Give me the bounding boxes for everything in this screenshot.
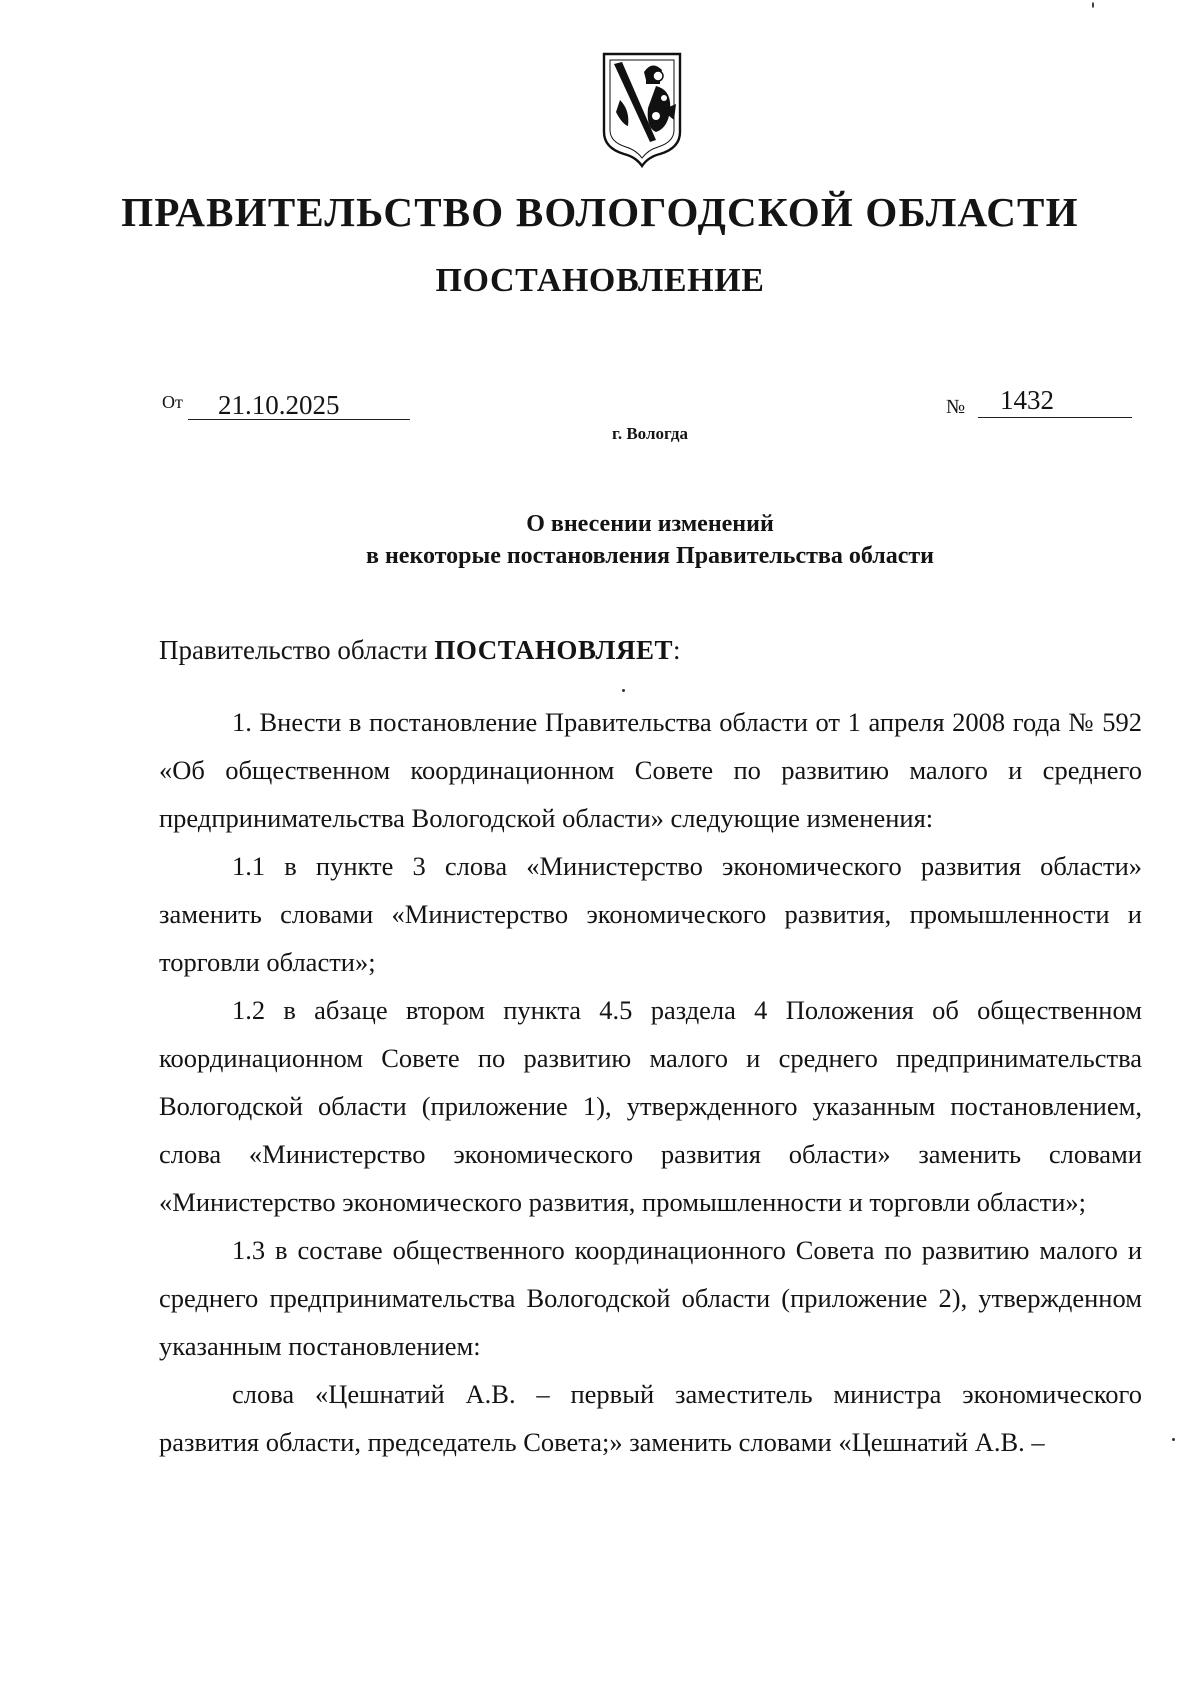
subject-line-2: в некоторые постановления Правительства области [366, 543, 934, 569]
document-number: 1432 [978, 388, 1132, 418]
organization-title: ПРАВИТЕЛЬСТВО ВОЛОГОДСКОЙ ОБЛАСТИ [121, 189, 1079, 235]
paragraph-1-2: 1.2 в абзаце втором пункта 4.5 раздела 4 Положения об общественном координационном Совете по развитию малого и среднего предпринимательства Вологодской области (приложение 1), утвержденного указанным постановлением, слова «Министерство экономического развития области» заменить словами «Министерство экономического развития, промышленности и торговли области»; [159, 995, 1142, 1217]
scan-speck [622, 689, 625, 692]
scan-speck [1172, 1438, 1175, 1441]
number-label: № [946, 396, 966, 418]
document-date: 21.10.2025 [188, 392, 410, 420]
paragraph-1-1: 1.1 в пункте 3 слова «Министерство экономического развития области» заменить словами «Министерство экономического развития, промышленности и торговли области»; [159, 851, 1142, 977]
intro-text: Правительство области [159, 635, 435, 665]
scan-speck [1092, 2, 1094, 8]
coat-of-arms-icon [600, 50, 684, 168]
paragraph-1-3-words: слова «Цешнатий А.В. – первый заместитель министра экономического развития области, председатель Совета;» заменить словами «Цешнатий А.В. – [159, 1379, 1142, 1457]
resolution-intro [159, 635, 681, 666]
document-body [159, 698, 1142, 1466]
document-type: ПОСТАНОВЛЕНИЕ [435, 262, 765, 299]
city: г. Вологда [612, 424, 688, 443]
subject-line-1: О внесении изменений [526, 511, 774, 537]
paragraph-1: 1. Внести в постановление Правительства области от 1 апреля 2008 года № 592 «Об общественном координационном Совете по развитию малого и среднего предпринимательства Вологодской области» следующие изменения: [159, 707, 1142, 833]
document-subject [0, 508, 1200, 572]
date-prefix: От [162, 392, 183, 412]
paragraph-1-3: 1.3 в составе общественного координационного Совета по развитию малого и среднего предпринимательства Вологодской области (приложение 2), утвержденном указанным постановлением: [159, 1235, 1142, 1361]
intro-colon: : [672, 635, 681, 665]
intro-decree-word: ПОСТАНОВЛЯЕТ [434, 635, 673, 665]
